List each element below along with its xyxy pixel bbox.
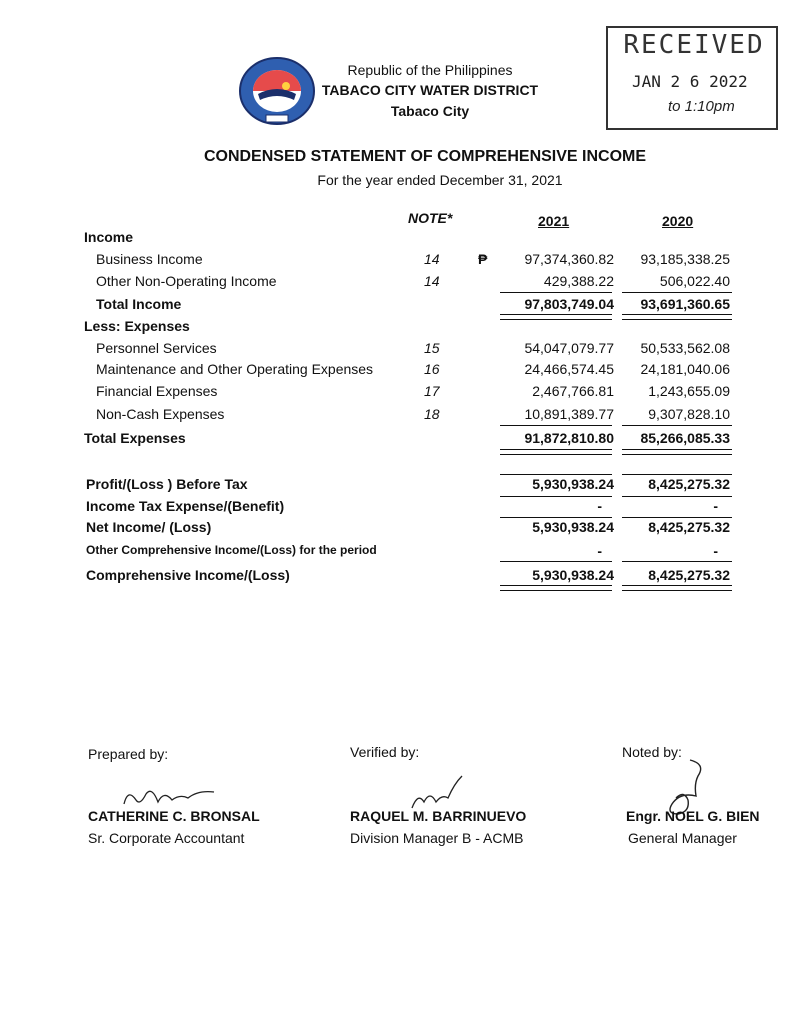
noted-by-name: Engr. NOEL G. BIEN xyxy=(626,808,760,824)
row-label: Income Tax Expense/(Benefit) xyxy=(86,498,285,514)
peso-sign: ₱ xyxy=(478,251,488,267)
row-label: Total Income xyxy=(96,296,182,312)
stamp-label: RECEIVED xyxy=(623,30,765,60)
row-label: Financial Expenses xyxy=(96,383,218,399)
verified-by-name: RAQUEL M. BARRINUEVO xyxy=(350,808,527,824)
row-label: Maintenance and Other Operating Expenses xyxy=(96,361,374,377)
rule xyxy=(622,292,732,293)
noncash-row xyxy=(0,406,800,426)
income-heading: Income xyxy=(84,229,134,245)
value-2021: - xyxy=(597,543,602,559)
value-2021: 91,872,810.80 xyxy=(524,430,614,446)
row-label: Net Income/ (Loss) xyxy=(86,519,212,535)
row-note: 17 xyxy=(424,383,440,399)
value-2021: 54,047,079.77 xyxy=(524,340,614,356)
business-income-row xyxy=(0,251,800,271)
value-2021: 97,803,749.04 xyxy=(524,296,614,312)
value-2020: - xyxy=(713,543,718,559)
noted-by-label: Noted by: xyxy=(622,744,682,760)
row-label: Personnel Services xyxy=(96,340,217,356)
value-2021: 5,930,938.24 xyxy=(532,519,614,535)
value-2021: 5,930,938.24 xyxy=(532,567,614,583)
value-2021: 10,891,389.77 xyxy=(524,406,614,422)
total-expenses-row xyxy=(0,430,800,450)
value-2020: 8,425,275.32 xyxy=(648,519,730,535)
rule xyxy=(500,292,612,293)
financial-row xyxy=(0,383,800,403)
prepared-by-label: Prepared by: xyxy=(88,746,169,762)
value-2021: 24,466,574.45 xyxy=(524,361,614,377)
other-income-row xyxy=(0,273,800,293)
double-rule xyxy=(500,585,612,591)
stamp-note: to 1:10pm xyxy=(668,98,735,115)
rule xyxy=(500,474,612,475)
year-2020-header: 2020 xyxy=(662,213,694,229)
received-stamp xyxy=(606,26,778,130)
value-2020: 9,307,828.10 xyxy=(648,406,730,422)
row-note: 14 xyxy=(424,251,440,267)
rule xyxy=(500,425,612,426)
value-2021: 5,930,938.24 xyxy=(532,476,614,492)
statement-title: CONDENSED STATEMENT OF COMPREHENSIVE INCOME xyxy=(203,148,647,165)
value-2021: 97,374,360.82 xyxy=(524,251,614,267)
verified-by-label: Verified by: xyxy=(350,744,420,760)
rule xyxy=(622,561,732,562)
value-2020: 85,266,085.33 xyxy=(640,430,730,446)
prepared-by-name: CATHERINE C. BRONSAL xyxy=(88,808,260,824)
rule xyxy=(500,496,612,497)
double-rule xyxy=(622,585,732,591)
rule xyxy=(500,517,612,518)
value-2020: 93,185,338.25 xyxy=(640,251,730,267)
comprehensive-income-row xyxy=(0,567,800,587)
row-label: Profit/(Loss ) Before Tax xyxy=(86,476,248,492)
expenses-heading-row xyxy=(0,318,800,338)
expenses-heading: Less: Expenses xyxy=(84,318,190,334)
value-2020: 8,425,275.32 xyxy=(648,476,730,492)
row-label: Non-Cash Expenses xyxy=(96,406,225,422)
statement-subtitle: For the year ended December 31, 2021 xyxy=(317,172,563,188)
prepared-by-position: Sr. Corporate Accountant xyxy=(88,830,245,846)
value-2020: 24,181,040.06 xyxy=(640,361,730,377)
row-label: Comprehensive Income/(Loss) xyxy=(86,567,290,583)
value-2020: 50,533,562.08 xyxy=(640,340,730,356)
profit-before-tax-row xyxy=(0,476,800,496)
maintenance-row xyxy=(0,361,800,381)
stamp-date: JAN 2 6 2022 xyxy=(632,72,748,91)
row-note: 15 xyxy=(424,340,440,356)
row-label: Other Non-Operating Income xyxy=(96,273,277,289)
rule xyxy=(622,474,732,475)
row-note: 14 xyxy=(424,273,440,289)
rule xyxy=(622,517,732,518)
row-label: Business Income xyxy=(96,251,203,267)
personnel-row xyxy=(0,340,800,360)
value-2020: 93,691,360.65 xyxy=(640,296,730,312)
rule xyxy=(500,561,612,562)
net-income-row xyxy=(0,519,800,539)
row-label: Other Comprehensive Income/(Loss) for the period xyxy=(86,543,377,557)
row-label: Total Expenses xyxy=(84,430,186,446)
row-note: 18 xyxy=(424,406,440,422)
value-2020: 1,243,655.09 xyxy=(648,383,730,399)
total-income-row xyxy=(0,296,800,316)
income-heading-row xyxy=(0,229,800,249)
city-name: Tabaco City xyxy=(390,103,470,119)
other-comprehensive-row xyxy=(0,543,800,563)
value-2021: 429,388.22 xyxy=(543,273,614,289)
value-2021: 2,467,766.81 xyxy=(532,383,614,399)
value-2020: 506,022.40 xyxy=(659,273,730,289)
noted-by-position: General Manager xyxy=(628,830,737,846)
value-2021: - xyxy=(597,498,602,514)
rule xyxy=(622,425,732,426)
republic-line: Republic of the Philippines xyxy=(347,62,513,78)
row-note: 16 xyxy=(424,361,440,377)
double-rule xyxy=(500,449,612,455)
value-2020: - xyxy=(713,498,718,514)
value-2020: 8,425,275.32 xyxy=(648,567,730,583)
district-name: TABACO CITY WATER DISTRICT xyxy=(321,82,539,98)
rule xyxy=(622,496,732,497)
signature-barrinuevo xyxy=(408,772,468,812)
verified-by-position: Division Manager B - ACMB xyxy=(350,830,524,846)
income-tax-row xyxy=(0,498,800,518)
year-2021-header: 2021 xyxy=(538,213,570,229)
note-column-header: NOTE* xyxy=(408,210,453,226)
double-rule xyxy=(622,449,732,455)
